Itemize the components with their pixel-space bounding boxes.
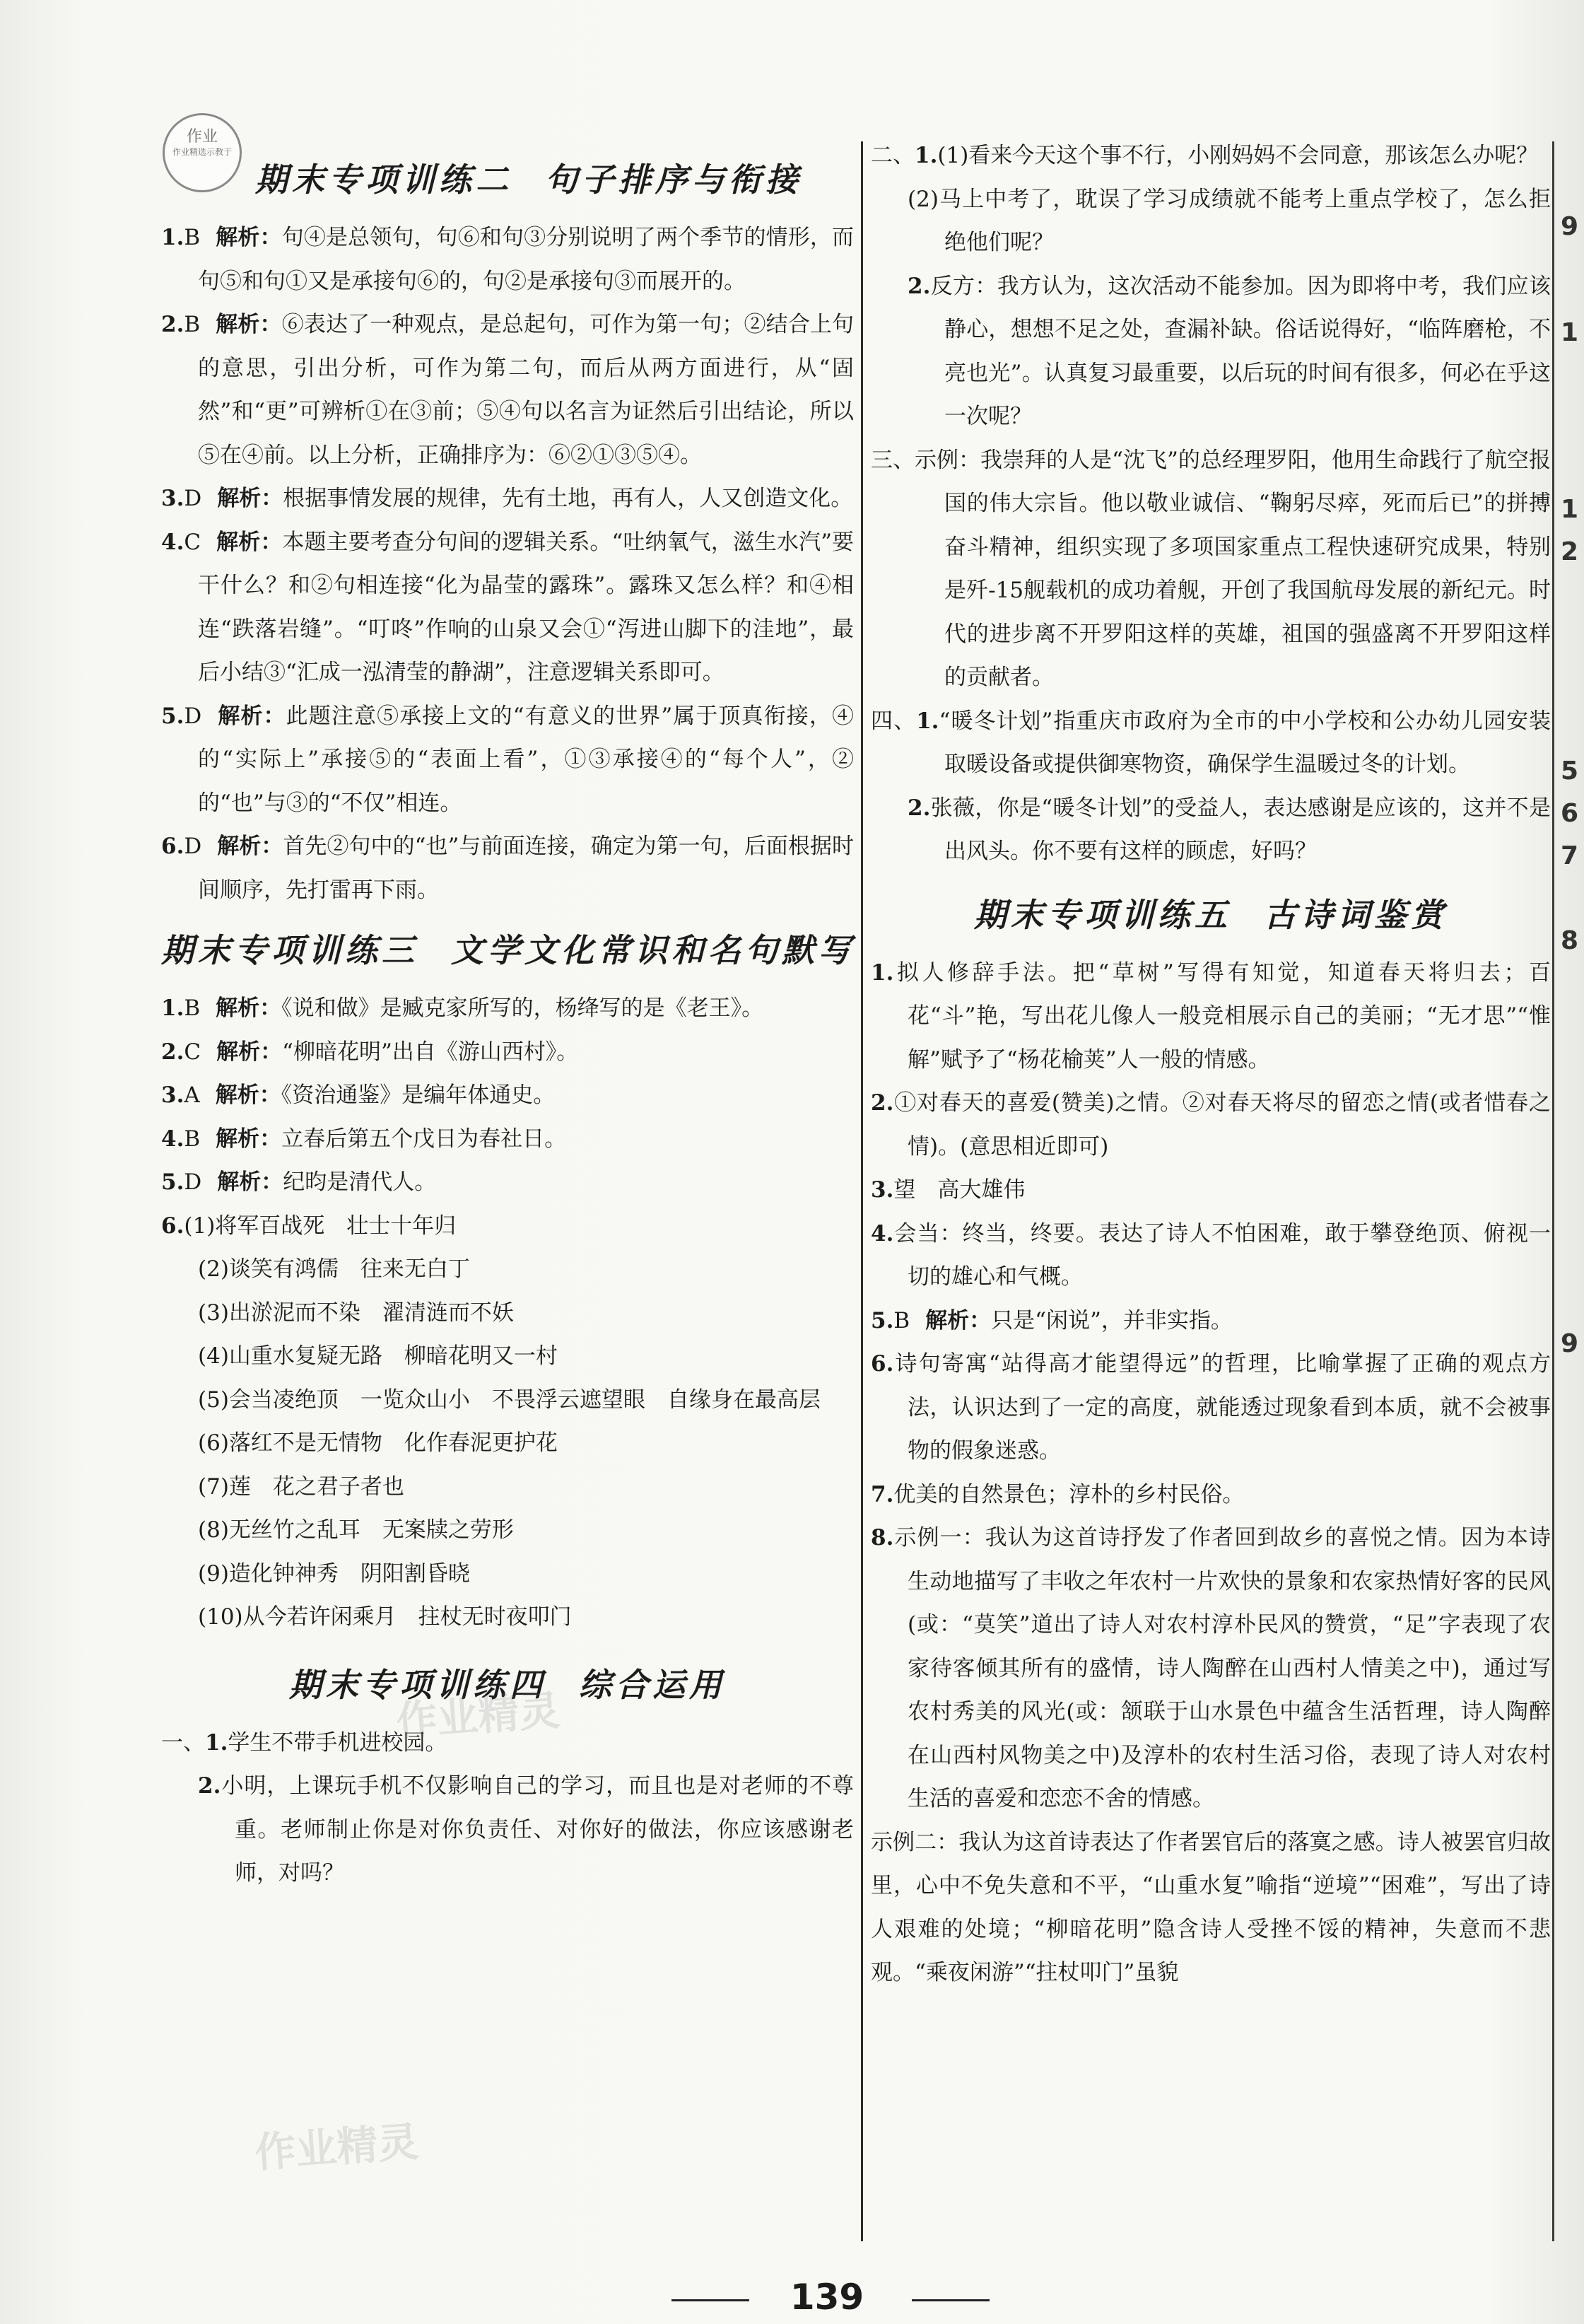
page-number: 139: [790, 2277, 864, 2318]
edge-digit: 6: [1561, 799, 1579, 828]
section-3-answers: [161, 987, 854, 1205]
answer-item: [871, 1082, 1551, 1169]
answer-letter: B: [184, 312, 201, 337]
answer-letter: C: [184, 1039, 201, 1065]
answer-letter: B: [184, 225, 201, 250]
analysis-label: 解析：: [216, 529, 283, 555]
edge-digit: 2: [1561, 537, 1579, 566]
edge-digit: 5: [1561, 757, 1579, 786]
analysis-label: 解析：: [216, 1039, 283, 1065]
edge-digit: 1: [1561, 495, 1579, 524]
poem-line: (7)莲 花之君子者也: [198, 1473, 404, 1500]
item-number: 1.: [871, 959, 894, 986]
homework-stamp: 作业 作业精选示教于: [163, 113, 242, 192]
answer-item: [161, 477, 854, 521]
answer-item: 2.反方：我方认为，这次活动不能参加。因为即将中考，我们应该静心，想想不足之处，查漏补缺。俗话说得好，“临阵磨枪，不亮也光”。认真复习最重要，以后玩的时间有很多，何必在乎这一次呢？: [908, 273, 1551, 429]
edge-digit: 9: [1561, 1329, 1579, 1358]
answer-item: [871, 1343, 1551, 1473]
item-number: 5.: [871, 1307, 894, 1333]
item-text: 诗句寄寓“站得高才能望得远”的哲理，比喻掌握了正确的观点方法，认识达到了一定的高度，就能透过现象看到本质，就不会被事物的假象迷惑。: [893, 1351, 1551, 1464]
column-divider: [861, 141, 863, 2241]
item-text: “柳暗花明”出自《游山西村》。: [282, 1039, 579, 1065]
answer-item: [161, 1074, 854, 1118]
item-number: 8.: [871, 1525, 894, 1551]
answer-item: 一、1.学生不带手机进校园。: [161, 1729, 447, 1756]
item-text: 会当：终当，终要。表达了诗人不怕困难，敢于攀登绝顶、俯视一切的雄心和气概。: [893, 1220, 1551, 1290]
edge-digit: 1: [1561, 318, 1579, 347]
analysis-label: 解析：: [217, 834, 283, 859]
analysis-label: 解析：: [925, 1307, 992, 1333]
answer-item: [871, 1517, 1551, 1821]
item-number: 3.: [161, 1082, 184, 1108]
item-number: 4.: [161, 529, 184, 555]
section-title-4: 期末专项训练四 综合运用: [289, 1665, 726, 1704]
answer-letter: B: [184, 1126, 201, 1152]
item-number: 2.: [161, 1039, 184, 1065]
analysis-label: 解析：: [216, 225, 282, 250]
analysis-label: 解析：: [217, 486, 283, 511]
item-text: 拟人修辞手法。把“草树”写得有知觉，知道春天将归去；百花“斗”艳，写出花儿像人一般竞相展示自己的美丽；“无才思”“惟解”赋予了“杨花榆荚”人一般的情感。: [893, 959, 1551, 1073]
answer-letter: B: [184, 995, 201, 1021]
section-title-2: 期末专项训练二 句子排序与衔接: [255, 160, 802, 199]
item-text: 首先②句中的“也”与前面连接，确定为第一句，后面根据时间顺序，先打雷再下雨。: [198, 834, 855, 903]
poem-line: (3)出淤泥而不染 濯清涟而不妖: [198, 1300, 514, 1326]
item-text: 立春后第五个戊日为春社日。: [281, 1126, 567, 1152]
analysis-label: 解析：: [217, 1169, 283, 1195]
item-text: 《资治通鉴》是编年体通史。: [281, 1082, 556, 1108]
poem-line: (5)会当凌绝顶 一览众山小 不畏浮云遮望眼 自缘身在最高层: [198, 1386, 821, 1413]
footer-rule-left: [671, 2299, 749, 2301]
watermark: 作业精灵: [394, 1686, 562, 1746]
answer-item: [161, 1161, 854, 1205]
poem-line: (2)谈笑有鸿儒 往来无白丁: [198, 1256, 470, 1282]
item-number: 1.: [161, 225, 184, 250]
answer-item: 2.小明，上课玩手机不仅影响自己的学习，而且也是对老师的不尊重。老师制止你是对你负责任、对你好的做法，你应该感谢老师，对吗？: [198, 1773, 854, 1886]
answer-item: [161, 303, 854, 477]
answer-item: [161, 521, 854, 695]
answer-item: [161, 216, 854, 303]
answer-letter: D: [184, 1169, 202, 1195]
edge-digit: 7: [1561, 841, 1579, 870]
answer-item: [161, 987, 854, 1031]
left-column: [161, 134, 854, 1896]
item-text: 此题注意⑤承接上文的“有意义的世界”属于顶真衔接，④的“实际上”承接⑤的“表面上看”，①③承接④的“每个人”，②的“也”与③的“不仅”相连。: [198, 703, 855, 816]
answer-letter: D: [184, 703, 202, 729]
answer-item: 示例二：我认为这首诗表达了作者罢官后的落寞之感。诗人被罢官归故里，心中不免失意和不平，“山重水复”喻指“逆境”“困难”，写出了诗人艰难的处境；“柳暗花明”隐含诗人受挫不馁的精神，失意而不悲观。“乘夜闲游”“拄杖叩门”虽貌: [871, 1829, 1551, 1985]
item-number: 6.: [871, 1351, 894, 1377]
item-text: 望 高大雄伟: [893, 1177, 1026, 1203]
item-number: 6.: [161, 834, 184, 859]
section-5-answers: [871, 952, 1551, 1821]
poem-line: (6)落红不是无情物 化作春泥更护花: [198, 1430, 558, 1456]
item-number: 3.: [161, 486, 184, 511]
item-text: 《说和做》是臧克家所写的，杨绛写的是《老王》。: [281, 995, 764, 1021]
item-number: 5.: [161, 1169, 184, 1195]
edge-digit: 9: [1561, 212, 1579, 241]
item-number: 2.: [161, 312, 184, 337]
poem-line: (1)将军百战死 壮士十年归: [184, 1213, 457, 1239]
item-text: 优美的自然景色；淳朴的乡村民俗。: [893, 1481, 1245, 1507]
answer-item: [161, 695, 854, 826]
item-text: ⑥表达了一种观点，是总起句，可作为第一句；②结合上句的意思，引出分析，可作为第二句，而后从两方面进行，从“固然”和“更”可辨析①在③前；⑤④句以名言为证然后引出结论，所以⑤在④前。以上分析，正确排序为：⑥②①③⑤④。: [198, 312, 854, 468]
answer-item: [871, 1300, 1551, 1343]
item-number: 1.: [161, 995, 184, 1021]
item-number: 4.: [161, 1126, 184, 1152]
section-2-answers: [161, 216, 854, 912]
answer-letter: D: [184, 834, 202, 859]
item-text: 纪昀是清代人。: [283, 1169, 437, 1195]
analysis-label: 解析：: [217, 703, 286, 729]
edge-digit: 8: [1561, 926, 1579, 955]
answer-letter: B: [893, 1307, 910, 1333]
analysis-label: 解析：: [216, 312, 282, 337]
answer-item: [871, 1213, 1551, 1300]
answer-item: 二、1.(1)看来今天这个事不行，小刚妈妈不会同意，那该怎么办呢？: [871, 143, 1539, 168]
answer-item: [871, 952, 1551, 1082]
answer-item: [871, 1169, 1551, 1213]
answer-item: [161, 1118, 854, 1162]
watermark: 作业精灵: [253, 2117, 421, 2177]
analysis-label: 解析：: [216, 995, 282, 1021]
poem-line: (9)造化钟神秀 阴阳割昏晓: [198, 1560, 470, 1587]
item-text: 示例一：我认为这首诗抒发了作者回到故乡的喜悦之情。因为本诗生动地描写了丰收之年农村一片欢快的景象和农家热情好客的民风(或：“莫笑”道出了诗人对农村淳朴民风的赞赏，“足”字表现了农家待客倾其所有的盛情，诗人陶醉在山西村人情美之中)，通过写农村秀美的风光(或：颔联于山水景色中蕴含生活哲理，诗人陶醉在山西村风物美之中)及淳朴的农村生活习俗，表现了诗人对农村生活的喜爱和恋恋不舍的情感。: [893, 1525, 1551, 1811]
answer-item: [161, 1031, 854, 1075]
analysis-label: 解析：: [215, 1082, 281, 1108]
right-column: [871, 134, 1551, 1995]
item-number: 3.: [871, 1177, 894, 1203]
answer-item: [871, 1473, 1551, 1517]
poem-line: (10)从今若许闲乘月 拄杖无时夜叩门: [198, 1604, 572, 1630]
poem-line: (4)山重水复疑无路 柳暗花明又一村: [198, 1343, 558, 1369]
footer-rule-right: [912, 2299, 990, 2301]
right-border: [1552, 141, 1554, 2241]
poem-lines: [161, 1248, 854, 1640]
item-text: ①对春天的喜爱(赞美)之情。②对春天将尽的留恋之情(或者惜春之情)。(意思相近即可): [893, 1090, 1551, 1160]
answer-letter: D: [184, 486, 202, 511]
item-number: 2.: [871, 1090, 894, 1116]
answer-item: (2)马上中考了，耽误了学习成绩就不能考上重点学校了，怎么拒绝他们呢？: [908, 186, 1551, 255]
answer-item: 2.张薇，你是“暖冬计划”的受益人，表达感谢是应该的，这并不是出风头。你不要有这样的顾虑，好吗？: [908, 795, 1551, 864]
answer-item: 6.(1)将军百战死 壮士十年归: [161, 1213, 457, 1239]
item-number: 7.: [871, 1481, 894, 1507]
item-text: 本题主要考查分句间的逻辑关系。“吐纳氧气，滋生水汽”要干什么？和②句相连接“化为晶莹的露珠”。露珠又怎么样？和④相连“跌落岩缝”。“叮咚”作响的山泉又会①“泻进山脚下的洼地”，最后小结③“汇成一泓清莹的静湖”，注意逻辑关系即可。: [198, 529, 854, 685]
answer-item: [161, 825, 854, 912]
section-title-5: 期末专项训练五 古诗词鉴赏: [974, 895, 1448, 934]
item-number: 5.: [161, 703, 184, 729]
analysis-label: 解析：: [216, 1126, 282, 1152]
item-text: 句④是总领句，句⑥和句③分别说明了两个季节的情形，而句⑤和句①又是承接句⑥的，句②是承接句③而展开的。: [198, 225, 854, 294]
poem-line: (8)无丝竹之乱耳 无案牍之劳形: [198, 1517, 514, 1543]
answer-letter: A: [184, 1082, 200, 1108]
answer-letter: C: [184, 529, 201, 555]
answer-item: 四、1.“暖冬计划”指重庆市政府为全市的中小学校和公办幼儿园安装取暖设备或提供御寒物资，确保学生温暖过冬的计划。: [871, 708, 1551, 777]
item-number: 4.: [871, 1220, 894, 1246]
answer-item: 三、示例：我崇拜的人是“沈飞”的总经理罗阳，他用生命践行了航空报国的伟大宗旨。他以敬业诚信、“鞠躬尽瘁，死而后已”的拼搏奋斗精神，组织实现了多项国家重点工程快速研究成果，特别是歼-15舰载机的成功着舰，开创了我国航母发展的新纪元。时代的进步离不开罗阳这样的英雄，祖国的强盛离不开罗阳这样的贡献者。: [871, 447, 1551, 690]
section-title-3: 期末专项训练三 文学文化常识和名句默写: [161, 931, 855, 969]
item-text: 根据事情发展的规律，先有土地，再有人，人又创造文化。: [283, 486, 853, 511]
item-text: 只是“闲说”，并非实指。: [991, 1307, 1233, 1333]
